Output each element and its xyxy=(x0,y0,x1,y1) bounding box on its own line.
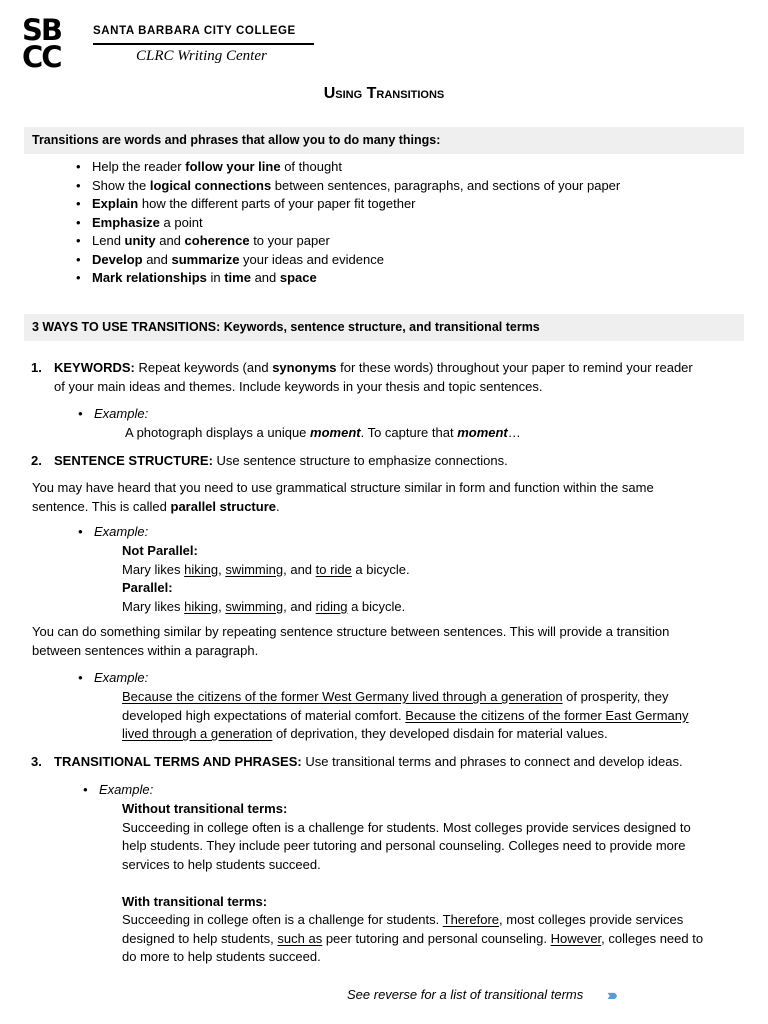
section-keywords: 1. KEYWORDS: Repeat keywords (and synonyms for these words) throughout your paper to remind your reader of your main ideas and themes. Include keywords in your thesis and topic sentences. xyxy=(54,359,744,396)
header-divider xyxy=(93,43,314,45)
ways-heading: 3 WAYS TO USE TRANSITIONS: Keywords, sentence structure, and transitional terms xyxy=(32,320,540,334)
list-item: • Mark relationships in time and space xyxy=(92,269,742,288)
list-item: • Lend unity and coherence to your paper xyxy=(92,232,742,251)
germany-example: Because the citizens of the former West Germany lived through a generation of prosperity, they developed high expectations of material comfort. Because the citizens of the former East Germany lived through a generation of deprivation, they developed disdain for material values. xyxy=(122,689,689,741)
chevron-arrows-icon: ››››› xyxy=(607,987,614,1004)
section-label: KEYWORDS: xyxy=(54,360,135,375)
list-item: • Help the reader follow your line of thought xyxy=(92,158,742,177)
center-name: CLRC Writing Center xyxy=(136,48,267,64)
logo-line-2: CC xyxy=(22,40,61,74)
example-label: • Example: xyxy=(94,523,148,542)
sbcc-logo xyxy=(22,13,92,74)
section-sentence-structure: 2. SENTENCE STRUCTURE: Use sentence structure to emphasize connections. xyxy=(31,453,508,468)
list-item: • Emphasize a point xyxy=(92,214,742,233)
section-number: 1. xyxy=(31,360,42,375)
section-transitional-terms: 3. TRANSITIONAL TERMS AND PHRASES: Use transitional terms and phrases to connect and develop ideas. xyxy=(31,754,683,769)
transitional-example: Without transitional terms: Succeeding in college often is a challenge for students. Most colleges provide services designed to help students. They include peer tutoring and personal counseling. Colleges need to provide more services to help students succeed. With transitional terms: Succeeding in college often is a challenge for students. Therefore, most colleges provide services designed to help students, such as peer tutoring and personal counseling. However, colleges need to do more to help students succeed. xyxy=(122,801,704,964)
page-title: Using Transitions xyxy=(323,85,445,102)
parallel-example: Not Parallel: Mary likes hiking, swimming, and to ride a bicycle. Parallel: Mary likes hiking, swimming, and riding a bicycle. xyxy=(122,543,410,614)
reverse-note: See reverse for a list of transitional terms xyxy=(347,987,584,1002)
section-text: of your main ideas and themes. Include keywords in your thesis and topic sentences. xyxy=(54,378,543,394)
intro-bullet-list xyxy=(92,158,742,288)
list-item: • Explain how the different parts of your paper fit together xyxy=(92,195,742,214)
parallel-paragraph: You may have heard that you need to use grammatical structure similar in form and function within the same sentence. This is called parallel structure. xyxy=(32,480,654,514)
example-label: • Example: xyxy=(94,405,148,424)
list-item: • Develop and summarize your ideas and evidence xyxy=(92,251,742,270)
example-label: • Example: xyxy=(99,781,153,800)
college-name: SANTA BARBARA CITY COLLEGE xyxy=(93,25,296,37)
intro-heading: Transitions are words and phrases that allow you to do many things: xyxy=(32,133,441,147)
keywords-example: A photograph displays a unique moment. To capture that moment… xyxy=(125,425,521,440)
example-label: • Example: xyxy=(94,669,148,688)
list-item: • Show the logical connections between sentences, paragraphs, and sections of your paper xyxy=(92,177,742,196)
logo-line-1: SB xyxy=(22,13,61,47)
repeating-paragraph: You can do something similar by repeating sentence structure between sentences. This will provide a transition between sentences within a paragraph. xyxy=(32,624,670,658)
